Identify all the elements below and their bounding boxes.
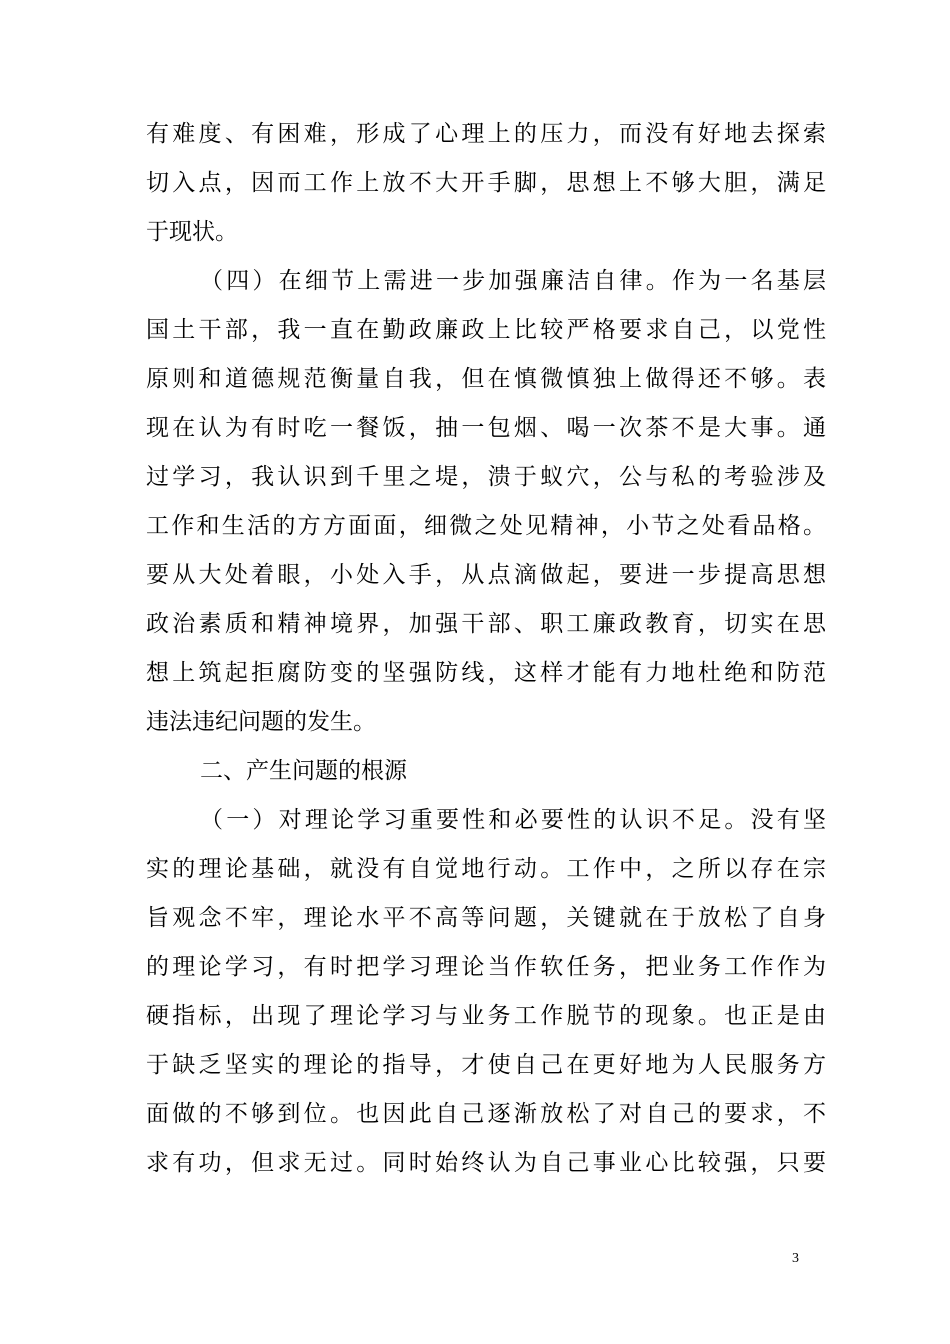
text-line: 于现状。 [146, 219, 238, 245]
text-line: 政治素质和精神境界，加强干部、职工廉政教育，切实在思 [146, 611, 826, 637]
page-number: 3 [792, 1251, 799, 1266]
text-line: 违法违纪问题的发生。 [146, 709, 376, 735]
text-line: 硬指标，出现了理论学习与业务工作脱节的现象。也正是由 [146, 1003, 826, 1029]
text-line: 于缺乏坚实的理论的指导，才使自己在更好地为人民服务方 [146, 1052, 826, 1078]
text-line: 要从大处着眼，小处入手，从点滴做起，要进一步提高思想 [146, 562, 826, 588]
text-line: 工作和生活的方方面面，细微之处见精神，小节之处看品格。 [146, 513, 826, 539]
document-body [146, 110, 826, 1188]
text-line: 想上筑起拒腐防变的坚强防线，这样才能有力地杜绝和防范 [146, 660, 826, 686]
text-line: 原则和道德规范衡量自我，但在慎微慎独上做得还不够。表 [146, 366, 826, 392]
text-line: 实的理论基础，就没有自觉地行动。工作中，之所以存在宗 [146, 856, 826, 882]
text-line: 现在认为有时吃一餐饭，抽一包烟、喝一次茶不是大事。通 [146, 415, 826, 441]
text-line: 旨观念不牢，理论水平不高等问题，关键就在于放松了自身 [146, 905, 826, 931]
text-line: 切入点，因而工作上放不大开手脚，思想上不够大胆，满足 [146, 170, 826, 196]
text-line: 二、产生问题的根源 [200, 758, 407, 784]
text-line: （一）对理论学习重要性和必要性的认识不足。没有坚 [200, 807, 826, 833]
text-line: 面做的不够到位。也因此自己逐渐放松了对自己的要求，不 [146, 1101, 826, 1127]
text-line: 国土干部，我一直在勤政廉政上比较严格要求自己，以党性 [146, 317, 826, 343]
text-line: 过学习，我认识到千里之堤，溃于蚁穴，公与私的考验涉及 [146, 464, 826, 490]
text-line: 有难度、有困难，形成了心理上的压力，而没有好地去探索 [146, 121, 826, 147]
text-line: 求有功，但求无过。同时始终认为自己事业心比较强，只要 [146, 1150, 826, 1176]
text-line: （四）在细节上需进一步加强廉洁自律。作为一名基层 [200, 268, 826, 294]
text-line: 的理论学习，有时把学习理论当作软任务，把业务工作作为 [146, 954, 826, 980]
